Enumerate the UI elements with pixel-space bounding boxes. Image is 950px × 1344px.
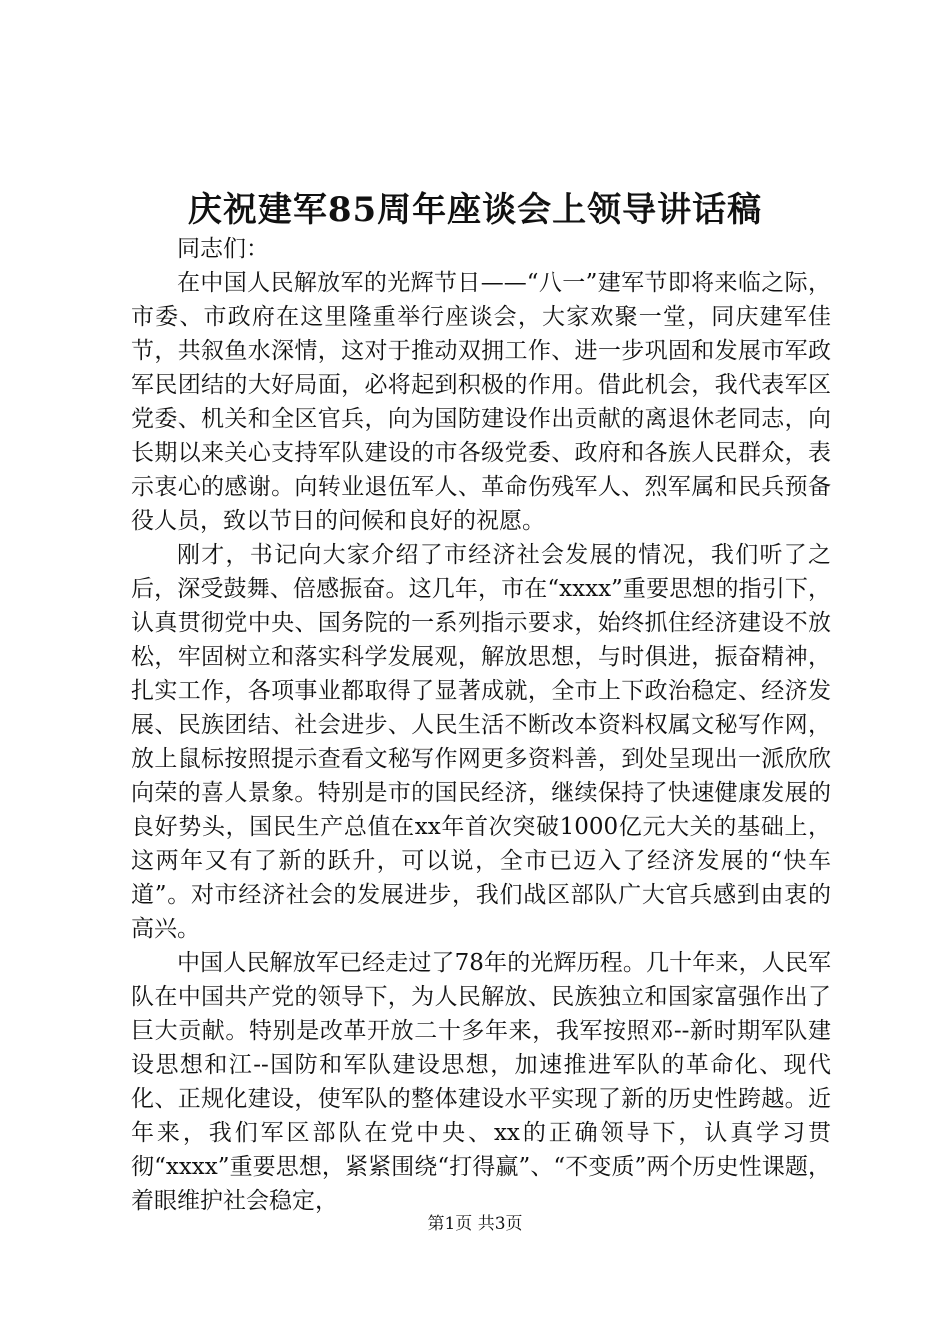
body-paragraph-3: 中国人民解放军已经走过了78年的光辉历程。几十年来，人民军队在中国共产党的领导下，为人民解放、民族独立和国家富强作出了巨大贡献。特别是改革开放二十多年来，我军按照邓--新时期军队建设思想和江--国防和军队建设思想，加速推进军队的革命化、现代化、正规化建设，使军队的整体建设水平实现了新的历史性跨越。近年来，我们军区部队在党中央、xx的正确领导下，认真学习贯彻“xxxx”重要思想，紧紧围绕“打得赢”、“不变质”两个历史性课题，着眼维护社会稳定， [131, 950, 831, 1214]
page-indicator: 第1页 共3页 [427, 1214, 523, 1234]
document-body [131, 232, 831, 1218]
greeting-line: 同志们： [177, 236, 269, 262]
document-title: 庆祝建军85周年座谈会上领导讲话稿 [187, 190, 763, 230]
body-paragraph-2: 刚才，书记向大家介绍了市经济社会发展的情况，我们听了之后，深受鼓舞、倍感振奋。这几年，市在“xxxx”重要思想的指引下，认真贯彻党中央、国务院的一系列指示要求，始终抓住经济建设不放松，牢固树立和落实科学发展观，解放思想，与时俱进，振奋精神，扎实工作，各项事业都取得了显著成就，全市上下政治稳定、经济发展、民族团结、社会进步、人民生活不断改本资料权属文秘写作网，放上鼠标按照提示查看文秘写作网更多资料善，到处呈现出一派欣欣向荣的喜人景象。特别是市的国民经济，继续保持了快速健康发展的良好势头，国民生产总值在xx年首次突破1000亿元大关的基础上，这两年又有了新的跃升，可以说，全市已迈入了经济发展的“快车道”。对市经济社会的发展进步，我们战区部队广大官兵感到由衷的高兴。 [131, 542, 831, 942]
page-footer [0, 1212, 950, 1236]
body-paragraph-1: 在中国人民解放军的光辉节日——“八一”建军节即将来临之际，市委、市政府在这里隆重举行座谈会，大家欢聚一堂，同庆建军佳节，共叙鱼水深情，这对于推动双拥工作、进一步巩固和发展市军政军民团结的大好局面，必将起到积极的作用。借此机会，我代表军区党委、机关和全区官兵，向为国防建设作出贡献的离退休老同志，向长期以来关心支持军队建设的市各级党委、政府和各族人民群众，表示衷心的感谢。向转业退伍军人、革命伤残军人、烈军属和民兵预备役人员，致以节日的问候和良好的祝愿。 [131, 270, 831, 534]
